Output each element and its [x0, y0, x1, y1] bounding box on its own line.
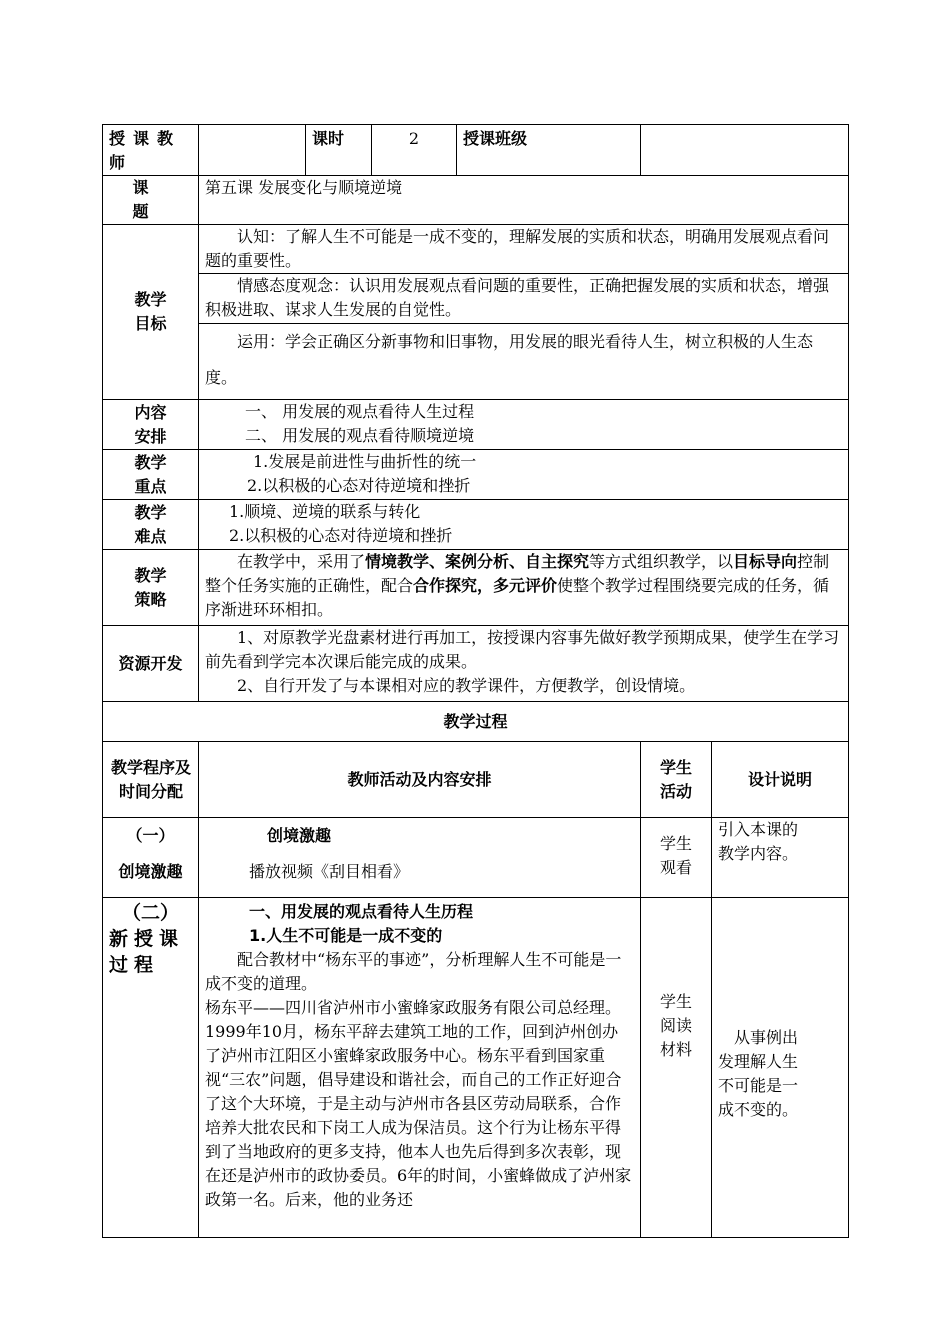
objective-cognition: 认知：了解人生不可能是一成不变的，理解发展的实质和状态，明确用发展观点看问题的重要性。: [199, 225, 849, 274]
process-header-row: [103, 742, 849, 818]
row1-student: [641, 818, 712, 898]
strategy-row: [103, 550, 849, 626]
teacher-label: 授课教师: [103, 125, 199, 176]
strategy-text: [199, 550, 849, 626]
col-design: 设计说明: [712, 742, 849, 818]
objective-row-1: [103, 225, 849, 274]
resource-1: 1、对原教学光盘素材进行再加工，按授课内容事先做好教学预期成果，使学生在学习前先看到学完本次课后能完成的成果。: [205, 628, 840, 671]
row1-step-num: （一）: [126, 826, 175, 845]
difficulties-label: [103, 500, 199, 550]
lesson-plan: [102, 124, 848, 1238]
topic-label: 课 题: [103, 176, 199, 225]
row1-heading: 创境激趣: [267, 826, 332, 845]
resources-items: [199, 626, 849, 702]
objective-application: 运用：学会正确区分新事物和旧事物，用发展的眼光看待人生，树立积极的人生态度。: [199, 324, 849, 400]
period-label: 课时: [306, 125, 372, 176]
process-row-1: [103, 818, 849, 898]
col-procedure: [103, 742, 199, 818]
row1-step: [103, 818, 199, 898]
col-student: [641, 742, 712, 818]
strategy-p2: 等方式组织教学，以: [589, 552, 734, 571]
content-row: [103, 400, 849, 450]
strategy-label: [103, 550, 199, 626]
key-points-label-text: 教学重点: [134, 452, 167, 496]
content-items: [199, 400, 849, 450]
row2-intro: 配合教材中“杨东平的事迹”，分析理解人生不可能是一成不变的道理。: [205, 950, 622, 993]
key-point-1: 1.发展是前进性与曲折性的统一: [253, 452, 477, 471]
period-value: 2: [372, 125, 457, 176]
objective-row-3: [103, 324, 849, 400]
row1-design: [712, 818, 849, 898]
process-row-2: [103, 898, 849, 1238]
row2-step: [103, 898, 199, 1238]
objectives-label: [103, 225, 199, 400]
content-item-2: 二、 用发展的观点看待顺境逆境: [245, 426, 475, 445]
row2-heading2: 1.人生不可能是一成不变的: [249, 926, 443, 945]
row1-text: 播放视频《刮目相看》: [249, 862, 410, 881]
objective-attitude: 情感态度观念：认识用发展观点看问题的重要性，正确把握发展的实质和状态，增强积极进取、谋求人生发展的自觉性。: [199, 274, 849, 324]
row2-step-num: （二）: [121, 902, 179, 924]
row1-teacher: [199, 818, 641, 898]
strategy-p3: 控制整个任务实施的正确性，配合: [205, 552, 830, 595]
strategy-p1: 在教学中，采用了: [237, 552, 366, 571]
class-label: 授课班级: [457, 125, 641, 176]
row2-step-name: 新授课过程: [109, 928, 185, 976]
difficulty-2: 2.以积极的心态对待逆境和挫折: [229, 526, 453, 545]
row2-teacher: [199, 898, 641, 1238]
col-procedure-text: 教学程序及时间分配: [110, 757, 191, 801]
row2-student: [641, 898, 712, 1238]
row2-design: [712, 898, 849, 1238]
difficulty-1: 1.顺境、逆境的联系与转化: [229, 502, 421, 521]
row2-heading1: 一、用发展的观点看待人生历程: [249, 902, 474, 921]
key-points-row: [103, 450, 849, 500]
difficulties-row: [103, 500, 849, 550]
resources-row: [103, 626, 849, 702]
header-row: [103, 125, 849, 176]
content-item-1: 一、 用发展的观点看待人生过程: [245, 402, 475, 421]
topic-value: 第五课 发展变化与顺境逆境: [199, 176, 849, 225]
strategy-p4: 使整个教学过程围绕要完成的任务，循序渐进环环相扣。: [205, 576, 830, 619]
teacher-value: [199, 125, 306, 176]
strategy-b1: 情境教学、案例分析、自主探究: [365, 552, 590, 571]
process-title-row: [103, 702, 849, 742]
difficulties-label-text: 教学难点: [134, 502, 167, 546]
class-value: [641, 125, 849, 176]
content-label-text: 内容安排: [134, 402, 167, 446]
strategy-b2: 目标导向: [733, 552, 798, 571]
col-teacher: 教师活动及内容安排: [199, 742, 641, 818]
row1-step-name: 创境激趣: [118, 862, 183, 881]
topic-row: [103, 176, 849, 225]
resources-label: [103, 626, 199, 702]
objective-row-2: [103, 274, 849, 324]
col-student-text: 学生活动: [660, 757, 693, 801]
difficulties-items: [199, 500, 849, 550]
row1-student-text: 学生观看: [660, 834, 693, 877]
resource-2: 2、自行开发了与本课相对应的教学课件，方便教学，创设情境。: [237, 676, 696, 695]
key-point-2: 2.以积极的心态对待逆境和挫折: [247, 476, 471, 495]
row2-story: 杨东平——四川省泸州市小蜜蜂家政服务有限公司总经理。1999年10月，杨东平辞去建筑工地的工作，回到泸州创办了泸州市江阳区小蜜蜂家政服务中心。杨东平看到国家重视“三农”问题，倡导建设和谐社会，而自己的工作正好迎合了这个大环境，于是主动与泸州市各县区劳动局联系，合作培养大批农民和下岗工人成为保洁员。这个行为让杨东平得到了当地政府的更多支持，他本人也先后得到多次表彰，现在还是泸州市的政协委员。6年的时间，小蜜蜂做成了泸州家政第一名。后来，他的业务还: [205, 998, 632, 1209]
strategy-b3: 合作探究，多元评价: [413, 576, 558, 595]
strategy-label-text: 教学策略: [134, 565, 167, 609]
objectives-label-text: 教学目标: [134, 290, 167, 333]
content-label: [103, 400, 199, 450]
row2-student-text: 学生阅读材料: [660, 992, 693, 1059]
key-points-label: [103, 450, 199, 500]
lesson-plan-table: [102, 124, 849, 1238]
row2-design-text: 从事例出发理解人生不可能是一成不变的。: [718, 1028, 799, 1119]
key-points-items: [199, 450, 849, 500]
row1-design-text: 引入本课的教学内容。: [718, 820, 799, 863]
resources-label-text: 资源开发: [118, 653, 183, 673]
process-title: 教学过程: [103, 702, 849, 742]
